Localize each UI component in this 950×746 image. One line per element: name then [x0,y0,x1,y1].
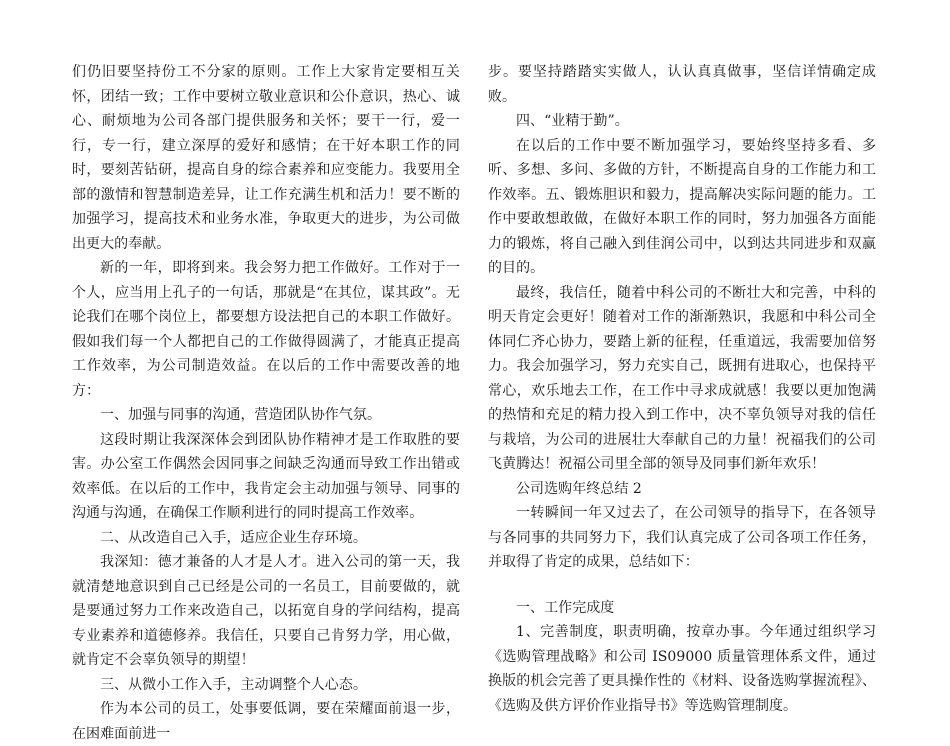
paragraph: 们仍旧要坚持份工不分家的原则。工作上大家肯定要相互关怀，团结一致；工作中要树立敬业意识和公仆意识，热心、诚心、耐烦地为公司各部门提供服务和关怀；要干一行，爱一行，专一行，建立深厚的爱好和感情；在干好本职工作的同时，要刻苦钻研，提高自身的综合素养和应变能力。我要用全部的激情和智慧制造差异，让工作充满生机和活力！要不断的加强学习，提高技术和业务水准，争取更大的进步，为公司做出更大的奉献。 [72,64,460,252]
section-heading: 一、工作完成度 [516,599,615,616]
section-heading: 四、“业精于勤”。 [516,113,629,129]
paragraph: 这段时期让我深深体会到团队协作精神才是工作取胜的要害。办公室工作偶然会因同事之间缺乏沟通而导致工作出错或效率低。在以后的工作中，我肯定会主动加强与领导、同事的沟通与沟通，在确保工作顺利进行的同时提高工作效率。 [72,431,460,521]
section-heading: 三、从微小工作入手，主动调整个人心态。 [100,676,367,693]
blank-line [488,575,876,596]
section-heading: 二、从改造自己入手，适应企业生存环境。 [100,529,367,546]
paragraph: 1、完善制度，职责明确，按章办事。今年通过组织学习《选购管理战略》和公司 IS09000 质量管理体系文件，通过换版的机会完善了更具操作性的《材料、设备选购掌握流程》、《选购及供方评价作业指导书》等选购管理制度。 [488,624,876,714]
paragraph: 最终，我信任，随着中科公司的不断壮大和完善，中科的明天肯定会更好！随着对工作的渐渐熟识，我愿和中科公司全体同仁齐心协力，要踏上新的征程，任重道远，我需要加倍努力。我会加强学习，努力充实自己，既拥有进取心，也保持平常心，欢乐地去工作，在工作中寻求成就感！我要以更加饱满的热情和充足的精力投入到工作中，决不辜负领导对我的信任与栽培，为公司的进展壮大奉献自己的力量！祝福我们的公司飞黄腾达！祝福公司里全部的领导及同事们新年欢乐！ [488,284,876,472]
document-subtitle: 公司选购年终总结 2 [516,480,642,497]
paragraph: 一转瞬间一年又过去了，在公司领导的指导下，在各领导与各同事的共同努力下，我们认真完成了公司各项工作任务，并取得了肯定的成果，总结如下： [488,505,876,570]
left-column [72,60,460,746]
right-column [488,60,876,718]
paragraph: 新的一年，即将到来。我会努力把工作做好。工作对于一个人，应当用上孔子的一句话，那就是“在其位，谋其政”。无论我们在哪个岗位上，都要想方设法把自己的本职工作做好。假如我们每一个人都把自己的工作做得圆满了，才能真正提高工作效率，为公司制造效益。在以后的工作中需要改善的地方： [72,260,460,399]
paragraph: 作为本公司的员工，处事要低调，要在荣耀面前退一步，在困难面前进一 [72,701,460,742]
section-heading: 一、加强与同事的沟通，营造团队协作气氛。 [100,407,381,423]
paragraph: 在以后的工作中要不断加强学习，要始终坚持多看、多听、多想、多问、多做的方针，不断提高自身的工作能力和工作效率。五、锻炼胆识和毅力，提高解决实际问题的能力。工作中要敢想敢做，在做好本职工作的同时，努力加强各方面能力的锻炼，将自己融入到佳润公司中，以到达共同进步和双赢的目的。 [488,137,876,276]
paragraph: 我深知：德才兼备的人才是人才。进入公司的第一天，我就清楚地意识到自己已经是公司的一名员工，目前要做的，就是要通过努力工作来改造自己，以拓宽自身的学问结构，提高专业素养和道德修养。我信任，只要自己肯努力学，用心做，就肯定不会辜负领导的期望！ [72,554,460,668]
paragraph: 步。要坚持踏踏实实做人，认认真真做事，坚信详情确定成败。 [488,64,876,105]
